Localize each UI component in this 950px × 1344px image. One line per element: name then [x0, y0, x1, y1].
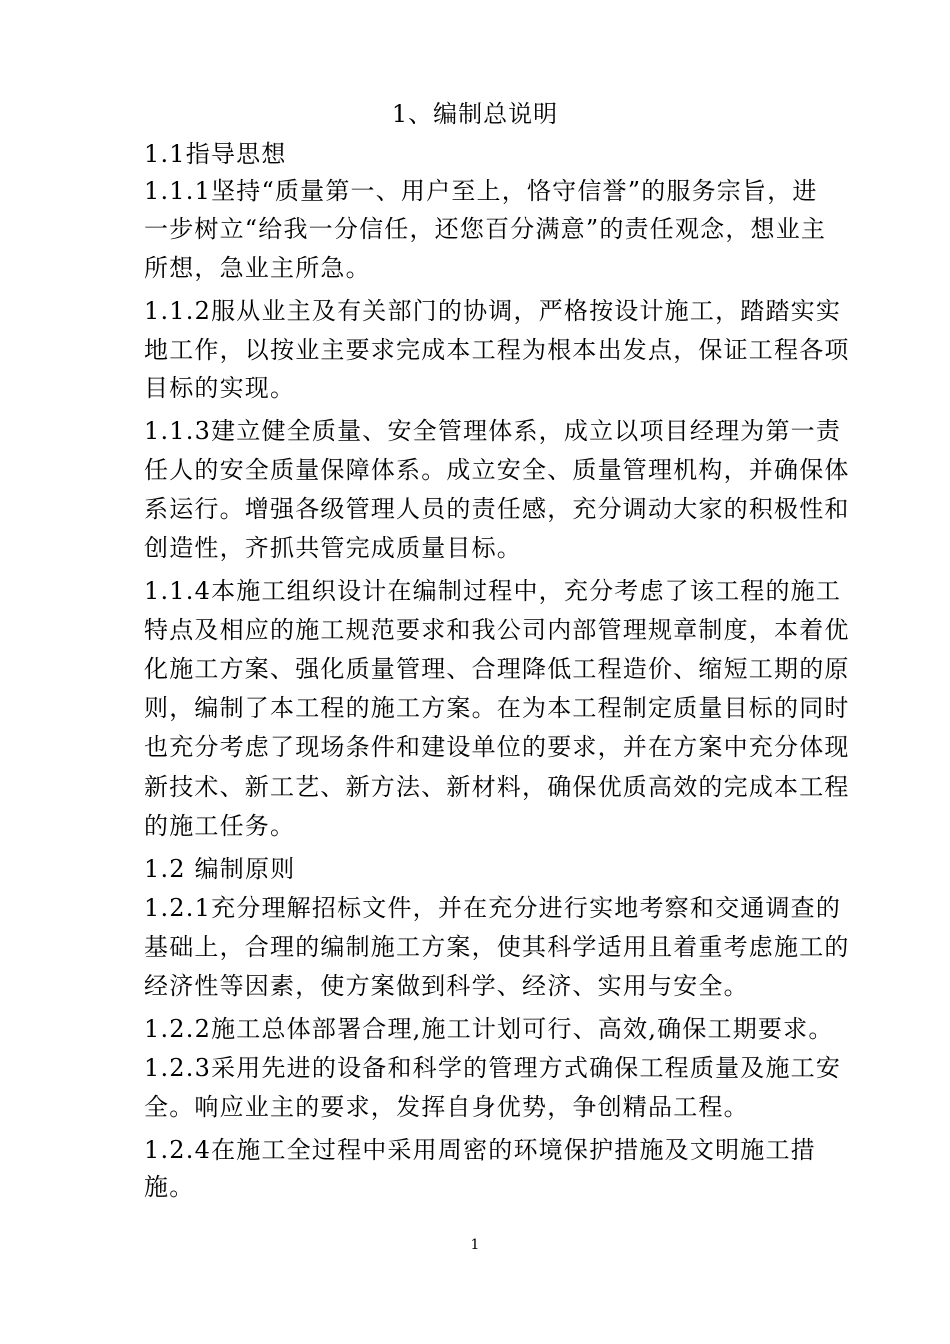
paragraph-line: 特点及相应的施工规范要求和我公司内部管理规章制度，本着优 [144, 616, 850, 644]
paragraph-line: 1.2.2施工总体部署合理,施工计划可行、高效,确保工期要求。 [144, 1015, 834, 1043]
section-heading: 1.2 编制原则 [144, 855, 296, 883]
paragraph-line: 地工作，以按业主要求完成本工程为根本出发点，保证工程各项 [144, 336, 850, 364]
paragraph-line: 目标的实现。 [144, 374, 296, 402]
document-title: 1、编制总说明 [391, 100, 559, 128]
paragraph-line: 任人的安全质量保障体系。成立安全、质量管理机构，并确保体 [144, 456, 850, 484]
paragraph-line: 一步树立“给我一分信任，还您百分满意”的责任观念，想业主 [144, 215, 827, 243]
paragraph-line: 1.2.3采用先进的设备和科学的管理方式确保工程质量及施工安 [144, 1054, 842, 1082]
section-heading: 1.1指导思想 [144, 140, 287, 168]
paragraph-line: 也充分考虑了现场条件和建设单位的要求，并在方案中充分体现 [144, 733, 850, 761]
paragraph-line: 新技术、新工艺、新方法、新材料，确保优质高效的完成本工程 [144, 773, 850, 801]
paragraph-line: 施。 [144, 1173, 195, 1201]
paragraph-line: 1.1.4本施工组织设计在编制过程中，充分考虑了该工程的施工 [144, 577, 842, 605]
paragraph-line: 系运行。增强各级管理人员的责任感，充分调动大家的积极性和 [144, 495, 850, 523]
paragraph-line: 所想，急业主所急。 [144, 254, 371, 282]
paragraph-line: 1.2.1充分理解招标文件，并在充分进行实地考察和交通调查的 [144, 894, 842, 922]
paragraph-line: 全。响应业主的要求，发挥自身优势，争创精品工程。 [144, 1093, 749, 1121]
paragraph-line: 的施工任务。 [144, 812, 296, 840]
paragraph-line: 1.1.3建立健全质量、安全管理体系，成立以项目经理为第一责 [144, 417, 842, 445]
paragraph-line: 1.1.1坚持“质量第一、用户至上，恪守信誉”的服务宗旨，进 [144, 177, 818, 205]
paragraph-line: 经济性等因素，使方案做到科学、经济、实用与安全。 [144, 972, 749, 1000]
paragraph-line: 化施工方案、强化质量管理、合理降低工程造价、缩短工期的原 [144, 655, 850, 683]
paragraph-line: 1.2.4在施工全过程中采用周密的环境保护措施及文明施工措 [144, 1136, 816, 1164]
page-number: 1 [470, 1237, 480, 1253]
paragraph-line: 则，编制了本工程的施工方案。在为本工程制定质量目标的同时 [144, 694, 850, 722]
paragraph-line: 1.1.2服从业主及有关部门的协调，严格按设计施工，踏踏实实 [144, 297, 842, 325]
paragraph-line: 创造性，齐抓共管完成质量目标。 [144, 534, 522, 562]
paragraph-line: 基础上，合理的编制施工方案，使其科学适用且着重考虑施工的 [144, 933, 850, 961]
